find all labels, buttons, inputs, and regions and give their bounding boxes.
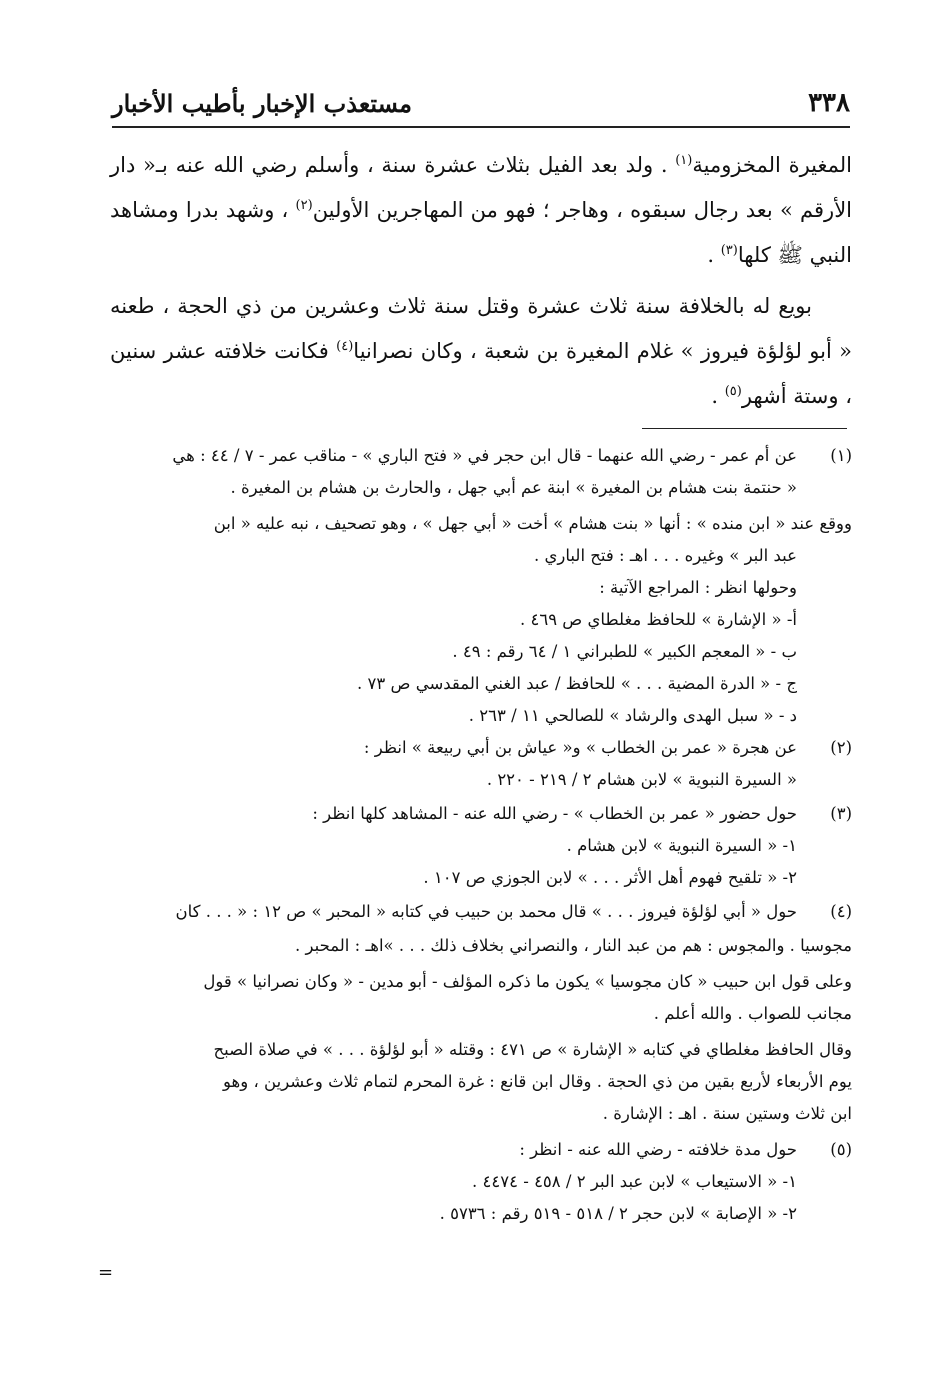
- footnote-number: (٣): [830, 804, 852, 823]
- reference-item: « السيرة النبوية » لابن هشام ٢ / ٢١٩ - ٢٢٠ .: [486, 770, 797, 789]
- footnote-4: [100, 896, 852, 928]
- paragraph-2: بويع له بالخلافة سنة ثلاث عشرة وقتل سنة ثلاث وعشرين من ذي الحجة ، طعنه « أبو لؤلؤة فيروز » غلام المغيرة بن شعبة ، وكان نصرانيا$^{(٤)}$ فكانت خلافته عشر سنين ، وستة أشهر$^{(٥)}$ .: [110, 294, 852, 408]
- footnote-line: حول مدة خلافته - رضي الله عنه - انظر :: [519, 1140, 797, 1159]
- footnote-number: (٥): [830, 1140, 852, 1159]
- footnote-line: عبد البر » وغيره . . . اهـ : فتح الباري .: [534, 546, 797, 565]
- footnote-4-continued: [100, 930, 852, 1130]
- footnote-separator: [642, 428, 847, 429]
- paragraph-1: المغيرة المخزومية$^{(١)}$ . ولد بعد الفيل بثلاث عشرة سنة ، وأسلم رضي الله عنه بـ« دار الأرقم » بعد رجال سبقوه ، وهاجر ؛ فهو من المهاجرين الأولين$^{(٢)}$ ، وشهد بدرا ومشاهد النبي ﷺ كلها$^{(٣)}$ .: [110, 153, 852, 267]
- footnote-line: مجوسيا . والمجوس : هم من عبد النار ، والنصراني بخلاف ذلك . . . »اهـ : المحبر .: [295, 936, 852, 955]
- footnote-line: حول حضور « عمر بن الخطاب » - رضي الله عنه - المشاهد كلها انظر :: [312, 804, 797, 823]
- footnote-ref-5[interactable]: (٥): [724, 384, 742, 399]
- footnote-5: [100, 1134, 852, 1230]
- footnote-1-continued: [100, 508, 852, 732]
- reference-item: أ- « الإشارة » للحافظ مغلطاي ص ٤٦٩ .: [519, 610, 797, 629]
- footnote-line: عن أم عمر - رضي الله عنهما - قال ابن حجر في « فتح الباري » - مناقب عمر - ٧ / ٤٤ : هي: [172, 446, 797, 465]
- page-number: ٣٣٨: [808, 88, 850, 118]
- footnote-3: [100, 798, 852, 894]
- footnote-number: (٤): [830, 902, 852, 921]
- footnote-ref-2[interactable]: (٢): [295, 198, 313, 213]
- book-title: مستعذب الإخبار بأطيب الأخبار: [112, 89, 412, 118]
- reference-item: ج - « الدرة المضية . . . » للحافظ / عبد الغني المقدسي ص ٧٣ .: [357, 674, 797, 693]
- reference-item: ١- « السيرة النبوية » لابن هشام .: [566, 836, 797, 855]
- footnote-line: وقال الحافظ مغلطاي في كتابه « الإشارة » ص ٤٧١ : وقتله « أبو لؤلؤة . . . » في صلاة الصبح: [213, 1040, 852, 1059]
- footnote-number: (٢): [830, 738, 852, 757]
- footnote-line: « حنتمة بنت هشام بن المغيرة » ابنة عم أبي جهل ، والحارث بن هشام بن المغيرة .: [230, 478, 797, 497]
- footnotes: [100, 440, 852, 1232]
- reference-item: ١- « الاستيعاب » لابن عبد البر ٢ / ٤٥٨ - ٤٤٧٤ .: [472, 1172, 797, 1191]
- reference-item: ٢- « الإصابة » لابن حجر ٢ / ٥١٨ - ٥١٩ رقم : ٥٧٣٦ .: [439, 1204, 797, 1223]
- footnote-2: [100, 732, 852, 796]
- footnote-line: وعلى قول ابن حبيب « كان مجوسيا » يكون ما ذكره المؤلف - أبو مدين - « وكان نصرانيا » قول: [203, 972, 852, 991]
- reference-item: د - « سبل الهدى والرشاد » للصالحي ١١ / ٢٦٣ .: [468, 706, 797, 725]
- reference-item: ب - « المعجم الكبير » للطبراني ١ / ٦٤ رقم : ٤٩ .: [452, 642, 797, 661]
- footnote-ref-3[interactable]: (٣): [720, 243, 738, 258]
- footnote-line: ووقع عند « ابن منده » : أنها « بنت هشام » أخت « أبي جهل » ، وهو تصحيف ، نبه عليه « ابن: [213, 514, 852, 533]
- footnote-line: ابن ثلاث وستين سنة . اهـ : الإشارة .: [602, 1104, 852, 1123]
- main-text: [110, 143, 852, 419]
- running-header: [112, 82, 850, 128]
- footnote-line: حول « أبي لؤلؤة فيروز . . . » قال محمد بن حبيب في كتابه « المحبر » ص ١٢ : « . . . كان: [175, 902, 797, 921]
- footnote-line: يوم الأربعاء لأربع بقين من ذي الحجة . وقال ابن قانع : غرة المحرم لتمام ثلاث وعشرين ، وهو: [223, 1072, 852, 1091]
- footnote-1: [100, 440, 852, 504]
- footnote-line: وحولها انظر : المراجع الآتية :: [599, 578, 797, 597]
- footnote-line: مجانب للصواب . والله أعلم .: [653, 1004, 852, 1023]
- footnote-ref-4[interactable]: (٤): [336, 339, 354, 354]
- reference-item: ٢- « تلقيح فهوم أهل الأثر . . . » لابن الجوزي ص ١٠٧ .: [423, 868, 797, 887]
- footnote-ref-1[interactable]: (١): [675, 153, 693, 168]
- footnote-line: عن هجرة « عمر بن الخطاب » و« عياش بن أبي ربيعة » انظر :: [363, 738, 797, 757]
- footnote-number: (١): [830, 446, 852, 465]
- margin-mark: =: [98, 1262, 114, 1283]
